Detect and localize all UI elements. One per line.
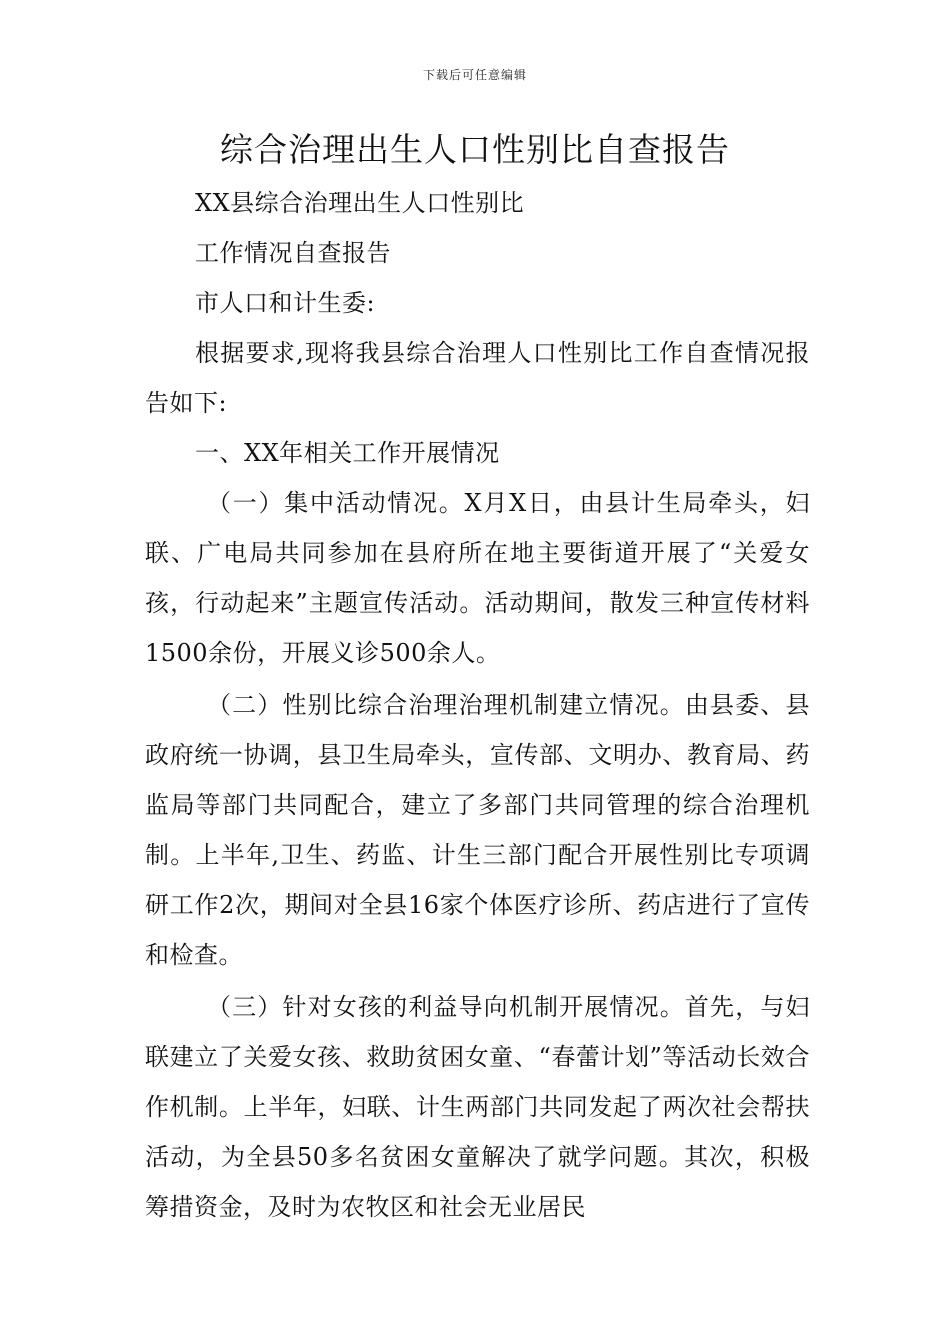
subtitle-line-2: 工作情况自查报告 bbox=[195, 239, 391, 267]
intro-paragraph: 根据要求,现将我县综合治理人口性别比工作自查情况报告如下: bbox=[145, 339, 810, 417]
subtitle-line-1: XX县综合治理出生人口性别比 bbox=[195, 189, 525, 217]
section-heading-1: 一、XX年相关工作开展情况 bbox=[195, 439, 500, 467]
document-body bbox=[145, 178, 810, 1232]
addressee: 市人口和计生委: bbox=[195, 289, 376, 317]
paragraph-2: （二）性别比综合治理治理机制建立情况。由县委、县政府统一协调，县卫生局牵头，宣传部、文明办、教育局、药监局等部门共同配合，建立了多部门共同管理的综合治理机制。上半年,卫生、药监、计生三部门配合开展性别比专项调研工作2次，期间对全县16家个体医疗诊所、药店进行了宣传和检查。 bbox=[145, 691, 810, 969]
header-note: 下载后可任意编辑 bbox=[422, 68, 527, 82]
paragraph-3: （三）针对女孩的利益导向机制开展情况。首先，与妇联建立了关爱女孩、救助贫困女童、“春蕾计划”等活动长效合作机制。上半年，妇联、计生两部门共同发起了两次社会帮扶活动，为全县50多名贫困女童解决了就学问题。其次，积极筹措资金，及时为农牧区和社会无业居民 bbox=[145, 993, 810, 1221]
paragraph-1: （一）集中活动情况。X月X日，由县计生局牵头，妇联、广电局共同参加在县府所在地主要街道开展了“关爱女孩，行动起来”主题宣传活动。活动期间，散发三种宣传材料1500余份，开展义诊500余人。 bbox=[145, 489, 810, 667]
document-title: 综合治理出生人口性别比自查报告 bbox=[220, 130, 730, 169]
